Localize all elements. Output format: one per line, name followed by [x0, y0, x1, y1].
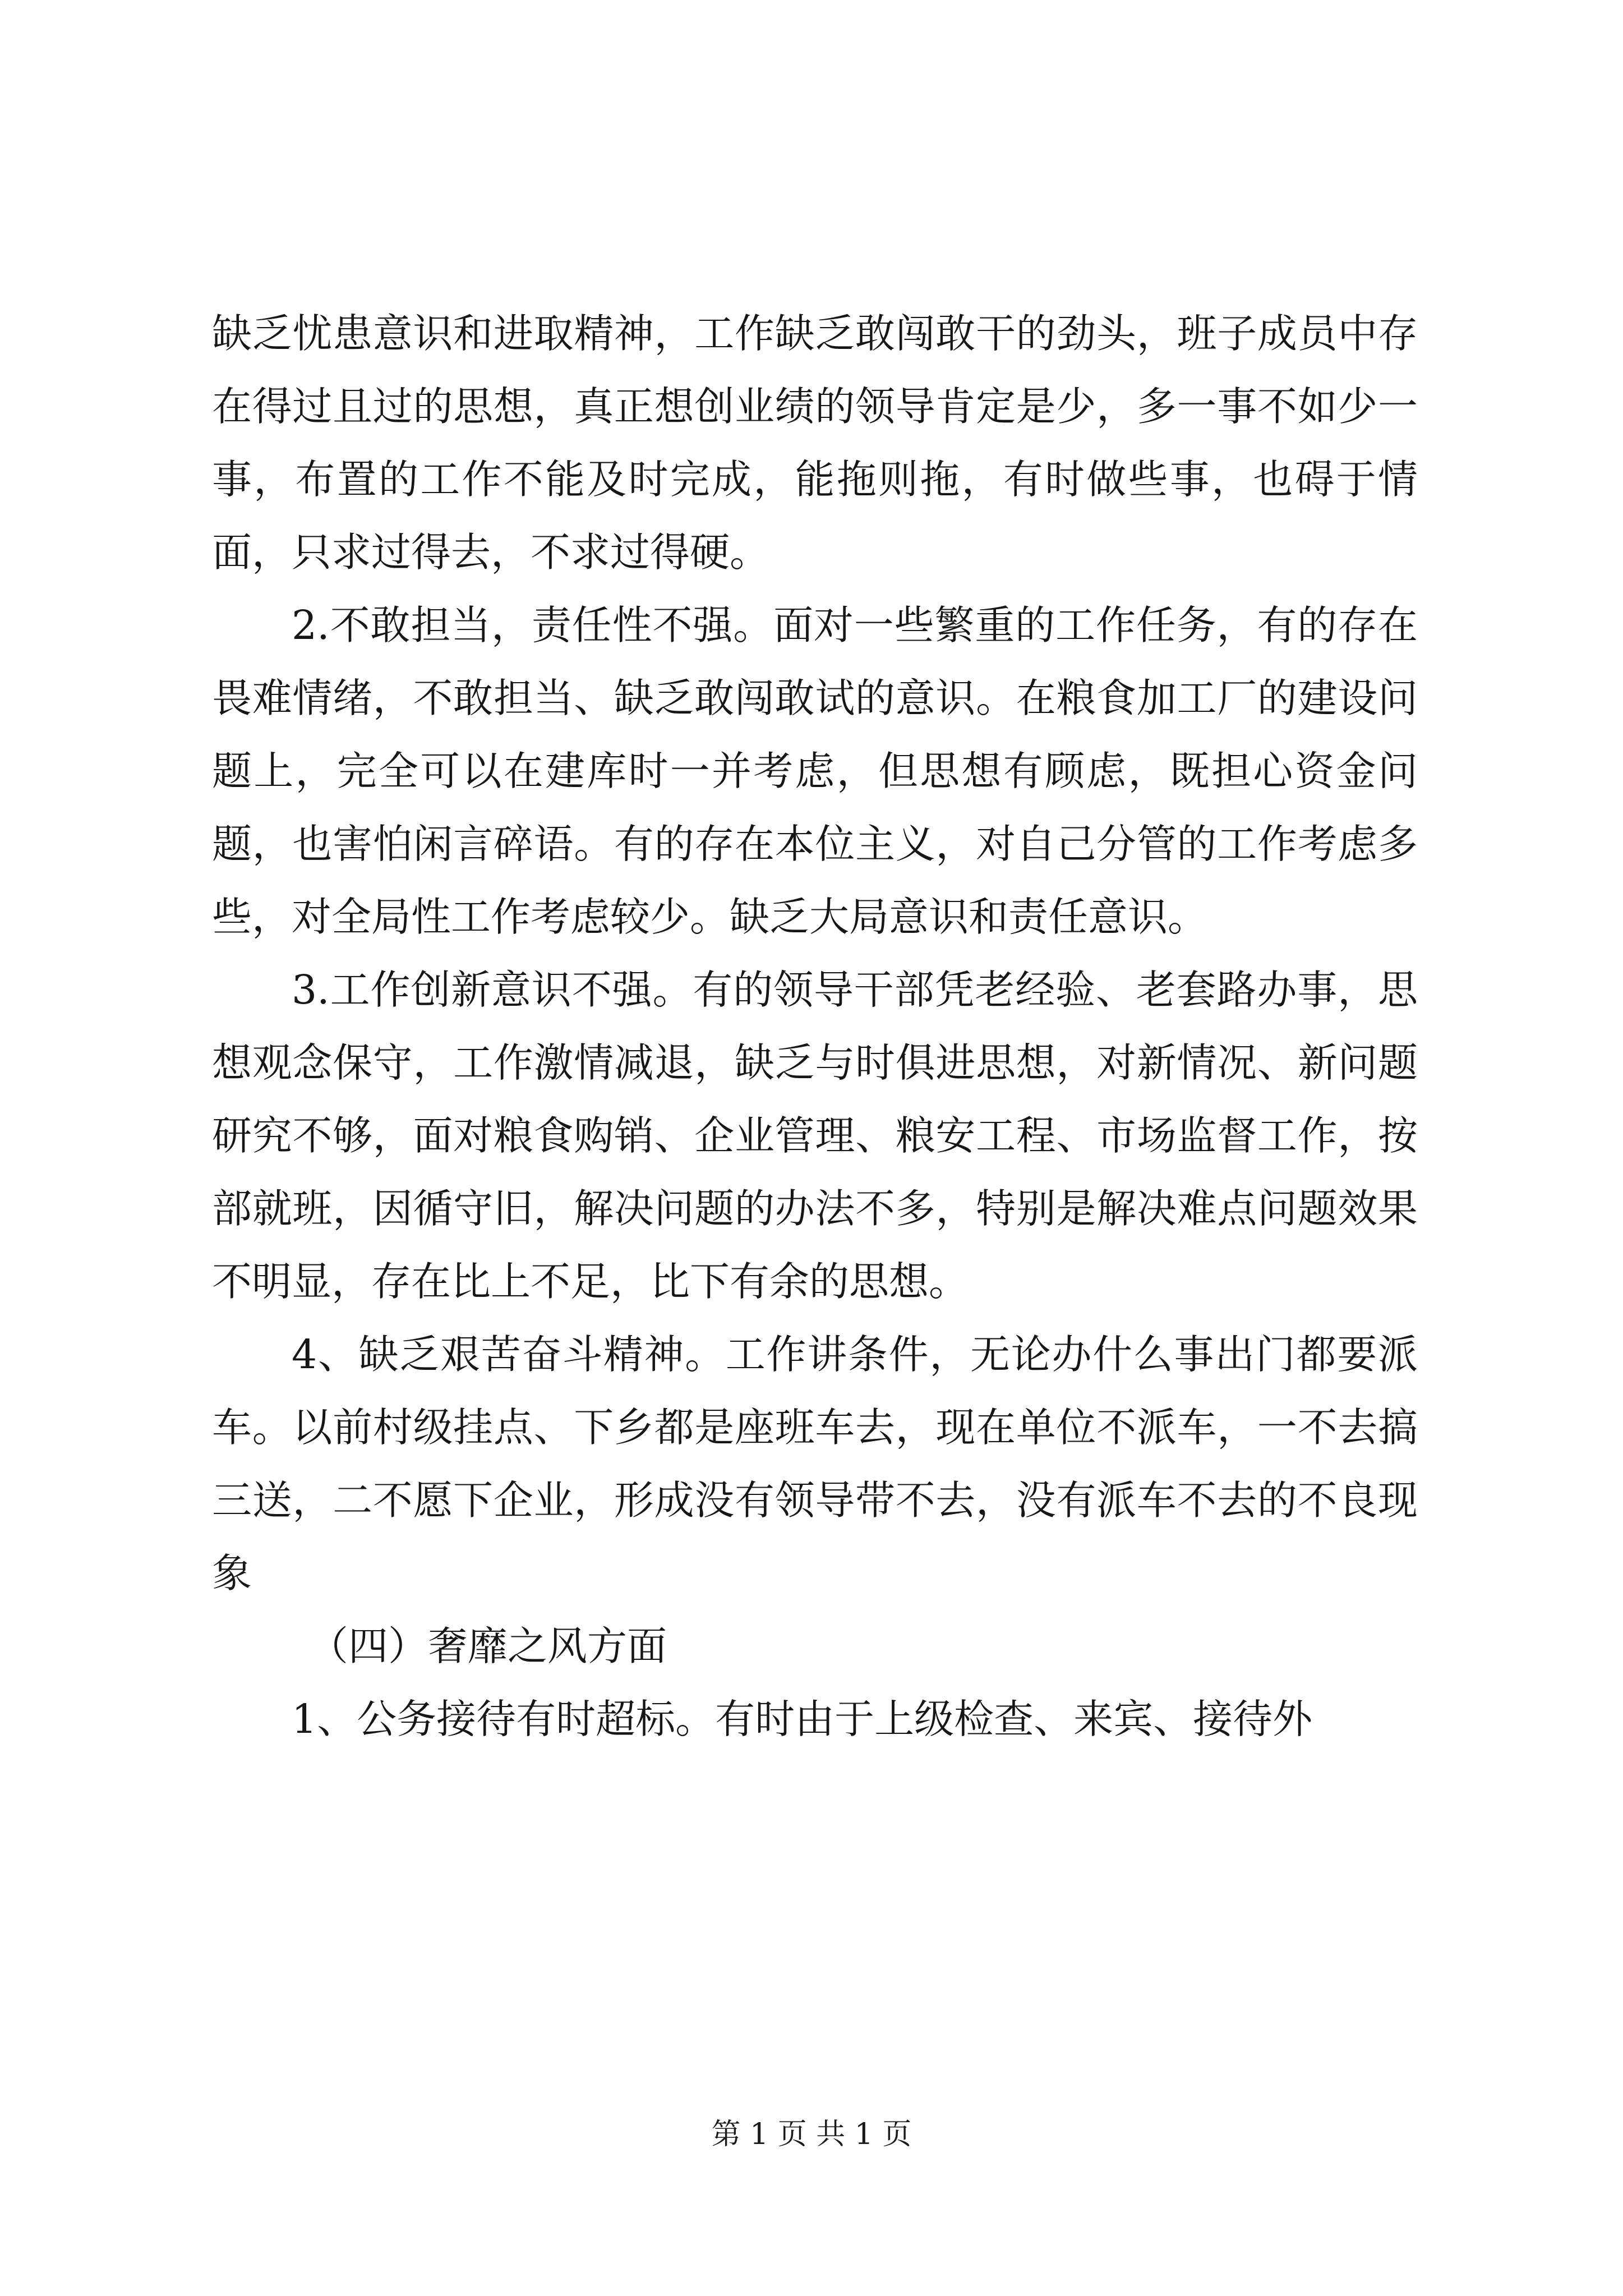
document-body [212, 297, 1418, 1756]
paragraph-item-4: 4、缺乏艰苦奋斗精神。工作讲条件，无论办什么事出门都要派车。以前村级挂点、下乡都是座班车去，现在单位不派车，一不去搞三送，二不愿下企业，形成没有领导带不去，没有派车不去的不良现象 [212, 1331, 1418, 1596]
paragraph-section-item-1: 1、公务接待有时超标。有时由于上级检查、来宾、接待外 [292, 1696, 1313, 1742]
paragraph-item-3: 3.工作创新意识不强。有的领导干部凭老经验、老套路办事，思想观念保守，工作激情减退，缺乏与时俱进思想，对新情况、新问题研究不够，面对粮食购销、企业管理、粮安工程、市场监督工作，按部就班，因循守旧，解决问题的办法不多，特别是解决难点问题效果不明显，存在比上不足，比下有余的思想。 [212, 967, 1418, 1305]
paragraph-item-2: 2.不敢担当，责任性不强。面对一些繁重的工作任务，有的存在畏难情绪，不敢担当、缺乏敢闯敢试的意识。在粮食加工厂的建设问题上，完全可以在建库时一并考虑，但思想有顾虑，既担心资金问题，也害怕闲言碎语。有的存在本位主义，对自己分管的工作考虑多些，对全局性工作考虑较少。缺乏大局意识和责任意识。 [212, 602, 1418, 940]
page-footer: 第 1 页 共 1 页 [711, 2118, 912, 2151]
section-heading: （四）奢靡之风方面 [308, 1623, 667, 1669]
paragraph-continuation: 缺乏忧患意识和进取精神，工作缺乏敢闯敢干的劲头，班子成员中存在得过且过的思想，真正想创业绩的领导肯定是少，多一事不如少一事，布置的工作不能及时完成，能拖则拖，有时做些事，也碍于情面，只求过得去，不求过得硬。 [212, 310, 1418, 576]
